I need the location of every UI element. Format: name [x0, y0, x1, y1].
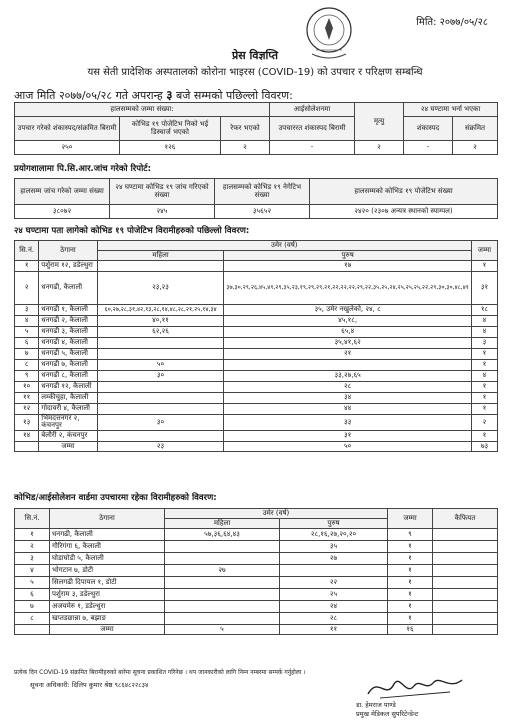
positive-cell-male: ६५,४	[224, 327, 472, 338]
positive-cell-address: धनगढी ३, कैलाली	[39, 327, 97, 338]
header-isolation: आईसोलेशनमा	[270, 103, 355, 117]
positive-cell-male: ३५,४१,६२	[224, 338, 472, 349]
isolation-header-female: महिला	[165, 519, 280, 529]
header-infected: संक्रमित	[453, 117, 498, 141]
isolation-cell-address: सिलगढी दिपायल १, डोटी	[50, 577, 165, 589]
positive-row	[15, 349, 498, 360]
positive-cell-total: १	[471, 382, 497, 393]
positive-header-male: पुरुष	[224, 251, 472, 261]
isolation-row	[15, 613, 498, 625]
positive-row	[15, 430, 498, 441]
positive-cell-female: ३०	[97, 371, 224, 382]
summary-value: २	[453, 141, 498, 155]
positive-cell-sn: १४	[15, 430, 39, 441]
isolation-cell-sn: ५	[15, 577, 50, 589]
positive-total-all: ७३	[471, 441, 497, 451]
isolation-cell-total: ९	[388, 529, 433, 541]
positive-cell-address: धनगढी ५, कैलाली	[39, 349, 97, 360]
positive-header-age: उमेर (वर्ष)	[97, 241, 471, 251]
positive-cell-male	[224, 360, 472, 371]
summary-value: १२६	[120, 141, 221, 155]
isolation-cell-total: १	[388, 589, 433, 601]
positive-cell-address: गोदावरी ४, कैलाली	[39, 404, 97, 415]
signature-icon	[360, 672, 470, 702]
positive-row	[15, 305, 498, 316]
pcr-header-total: हालसम्म जांच गरेको जम्मा संख्या	[15, 179, 110, 205]
pcr-value: २४५	[110, 205, 215, 219]
positive-cell-sn: १	[15, 261, 39, 272]
positive-header-female: महिला	[97, 251, 224, 261]
positive-cell-address: धनगढी ८, कैलाली	[39, 371, 97, 382]
isolation-header-address: ठेगाना	[50, 509, 165, 529]
isolation-header-male: पुरुष	[280, 519, 388, 529]
positive-cell-address: धनगढी १२, कैलाली	[39, 382, 97, 393]
positive-row	[15, 360, 498, 371]
positive-cell-sn: १२	[15, 404, 39, 415]
pcr-header-positive: हालसम्मको कोभिड १९ पोजेटिभ संख्या	[310, 179, 498, 205]
positive-cell-female: ५०	[97, 360, 224, 371]
positive-cell-female	[97, 338, 224, 349]
positive-cell-sn: ९	[15, 371, 39, 382]
isolation-cell-remarks	[433, 589, 498, 601]
positive-cell-male: ३४	[224, 393, 472, 404]
positive-header-sn: सि.नं.	[15, 241, 39, 261]
positive-cell-address: लम्कीचुहा, कैलाली	[39, 393, 97, 404]
isolation-cell-female	[165, 541, 280, 553]
isolation-cell-address: भोगटान ७, डोटी	[50, 565, 165, 577]
isolation-cell-remarks	[433, 577, 498, 589]
status-line-hour: ३	[166, 88, 173, 102]
isolation-cell-female	[165, 613, 280, 625]
header-deaths: मृत्यु	[355, 103, 404, 141]
positive-cell-male: २८	[224, 382, 472, 393]
pcr-value: ३५६५२	[215, 205, 310, 219]
positive-cell-female: ३०	[97, 415, 224, 431]
isolation-cell-remarks	[433, 541, 498, 553]
isolation-cell-male: ३५	[280, 541, 388, 553]
positive-row	[15, 272, 498, 305]
isolation-total-all: १६	[388, 625, 433, 635]
signatory	[356, 700, 418, 718]
pcr-header-24hr: २४ घण्टामा कोभिड १९ जांच गरिएको संख्या	[110, 179, 215, 205]
positive-cell-sn: ४	[15, 316, 39, 327]
isolation-cell-remarks	[433, 613, 498, 625]
isolation-total-label: जम्मा	[50, 625, 165, 635]
isolation-row	[15, 553, 498, 565]
header-suspected: शंकास्पद	[404, 117, 453, 141]
header-covid-discharged: कोभिड १९ पोजेटिभ निको भई डिस्चार्ज भएको	[120, 117, 221, 141]
header-24hr: २४ घण्टामा भर्ना भएका	[404, 103, 498, 117]
isolation-cell-female	[165, 553, 280, 565]
status-line	[14, 86, 293, 103]
positive-cell-male: ३३,२७,६५	[224, 371, 472, 382]
isolation-cell-sn: ६	[15, 589, 50, 601]
positive-row	[15, 371, 498, 382]
isolation-cell-sn: ७	[15, 601, 50, 613]
positive-total-male: ५०	[224, 441, 472, 451]
signatory-title: प्रमुख मेडिकल सुपरिटेन्डेन्ट	[356, 710, 419, 718]
isolation-cell-sn: ८	[15, 613, 50, 625]
status-line-prefix: आज मिति २०७७/०५/२८ गते अपरान्ह	[14, 89, 163, 102]
positive-row	[15, 404, 498, 415]
positive-cell-total: ४	[471, 327, 497, 338]
positive-cell-female	[97, 404, 224, 415]
header-under-treatment: उपचाररत शंकास्पद बिरामी	[270, 117, 355, 141]
positive-cell-sn: ३	[15, 305, 39, 316]
isolation-cell-address: अजयमेरु १, डडेल्धुरा	[50, 601, 165, 613]
positive-cell-address: धनगढी १, कैलाली	[39, 305, 97, 316]
isolation-total-female: ५	[165, 625, 280, 635]
isolation-cell-sn: १	[15, 529, 50, 541]
isolation-cell-total: १	[388, 565, 433, 577]
positive-row	[15, 316, 498, 327]
positive-cell-address: पर्शुराम १२, डडेल्धुरा	[39, 261, 97, 272]
positive-total-female: २३	[97, 441, 224, 451]
isolation-cell-male: २७	[280, 553, 388, 565]
positive-cell-total: ३१	[471, 272, 497, 305]
header-current-total: हालसम्मको जम्मा संख्या:	[15, 103, 270, 117]
isolation-row	[15, 601, 498, 613]
positive-cell-male: २१	[224, 349, 472, 360]
positive-cell-male: ४५,१८,	[224, 316, 472, 327]
positive-cell-male: १७	[224, 261, 472, 272]
header-referred: रेफर भएको	[221, 117, 270, 141]
isolation-cell-total: १	[388, 577, 433, 589]
positive-cell-total: २	[471, 415, 497, 431]
summary-value: २५०	[15, 141, 120, 155]
page-title: प्रेस विज्ञप्ति	[231, 49, 279, 62]
isolation-table	[14, 508, 498, 635]
isolation-cell-address: गौरिगंगा ६, कैलाली	[50, 541, 165, 553]
positive-cell-sn: ६	[15, 338, 39, 349]
isolation-cell-sn: ४	[15, 565, 50, 577]
isolation-row	[15, 529, 498, 541]
positive-cell-total: १	[471, 349, 497, 360]
positive-row	[15, 393, 498, 404]
positive-cell-sn: १३	[15, 415, 39, 431]
positive-cell-female	[97, 382, 224, 393]
summary-value: २	[355, 141, 404, 155]
isolation-header-remarks: कैफियत	[433, 509, 498, 529]
isolation-cell-male	[280, 565, 388, 577]
positive-cell-male: ३५, उमेर नखुलेको, २४, ८	[224, 305, 472, 316]
summary-value: २	[221, 141, 270, 155]
positive-cell-male: ४४	[224, 404, 472, 415]
positive-table	[14, 240, 498, 452]
page-subtitle: यस सेती प्रादेशिक अस्पतालको कोरोना भाइरस (COVID-19) को उपचार र परिक्षण सम्बन्धि	[87, 67, 423, 78]
positive-cell-total: १	[471, 393, 497, 404]
isolation-cell-remarks	[433, 565, 498, 577]
isolation-row	[15, 541, 498, 553]
positive-cell-sn: २	[15, 272, 39, 305]
isolation-header-age: उमेर (वर्ष)	[165, 509, 388, 519]
isolation-cell-address: धनगढी, कैलाली	[50, 529, 165, 541]
isolation-cell-total: १	[388, 601, 433, 613]
positive-cell-sn: ७	[15, 349, 39, 360]
date-label: मिति: २०७७/०५/२८	[416, 17, 488, 28]
positive-cell-total: ४	[471, 371, 497, 382]
isolation-header-sn: सि.नं.	[15, 509, 50, 529]
isolation-total-male: ११	[280, 625, 388, 635]
positive-header-address: ठेगाना	[39, 241, 97, 261]
positive-cell-total: ३	[471, 338, 497, 349]
positive-header-total: जम्मा	[471, 241, 497, 261]
isolation-cell-female	[165, 601, 280, 613]
isolation-cell-total: १	[388, 553, 433, 565]
pcr-heading: प्रयोगशालामा पि.सि.आर.जांच गरेको रिपोर्ट:	[14, 164, 151, 174]
positive-cell-male: ३१	[224, 430, 472, 441]
isolation-cell-sn: २	[15, 541, 50, 553]
positive-cell-female: ६०,२७,२८,३१,४२,१३,२८,१४,४८,२८,२१,२५,१४,३४	[97, 305, 224, 316]
isolation-cell-remarks	[433, 601, 498, 613]
isolation-cell-address: पर्शुराम ३, डडेल्धुरा	[50, 589, 165, 601]
positive-cell-sn: १०	[15, 382, 39, 393]
isolation-cell-female: ५७,३६,६४,४३	[165, 529, 280, 541]
isolation-row	[15, 589, 498, 601]
positive-cell-total: १	[471, 430, 497, 441]
positive-cell-female: ४०,११	[97, 316, 224, 327]
isolation-cell-address: घोडाघोडी ५, कैलाली	[50, 553, 165, 565]
contact-info: सूचना अधिकारी: दिलिप कुमार श्रेष्ठ ९८६४८२२८३४	[30, 681, 149, 689]
summary-table	[14, 102, 498, 155]
isolation-cell-female: २७	[165, 565, 280, 577]
positive-cell-sn: ११	[15, 393, 39, 404]
positive-heading: २४ घण्टामा पता लागेको कोभिड १९ पोजेटिभ विरामीहरुको पछिल्लो विवरण:	[14, 226, 250, 236]
isolation-cell-total: १	[388, 613, 433, 625]
positive-cell-male: ३७,३०,२९,२६,४५,४९,२९,३५,२३,१९,२९,२९,२१,२२,२२,२२,२९,२२,३५,२५,२४,२५,२५,२५,२२,२९,३०,३०,४८,४१	[224, 272, 472, 305]
isolation-cell-male: २२	[280, 577, 388, 589]
positive-row	[15, 415, 498, 431]
positive-cell-female	[97, 430, 224, 441]
pcr-value: ३८०७२	[15, 205, 110, 219]
positive-cell-total: १	[471, 404, 497, 415]
isolation-cell-male: २८,१६,२७,२०,२०	[280, 529, 388, 541]
isolation-row	[15, 565, 498, 577]
positive-cell-male: ३३	[224, 415, 472, 431]
summary-value: -	[270, 141, 355, 155]
isolation-row	[15, 577, 498, 589]
isolation-header-total: जम्मा	[388, 509, 433, 529]
isolation-cell-male: २८	[280, 613, 388, 625]
positive-cell-female	[97, 349, 224, 360]
footnote: प्रत्येक दिन COVID-19 संक्रमित बिरामीहरुको बारेमा सूचना प्रकाशित गरिनेछ । थप जानकारीको लागि निम्न नम्बरमा सम्पर्क गर्नुहोला ।	[14, 669, 306, 676]
isolation-cell-total: १	[388, 541, 433, 553]
positive-cell-address: धनगढी ४, कैलाली	[39, 338, 97, 349]
positive-row	[15, 382, 498, 393]
positive-cell-address: भिमदत्तनगर २, कंचनपुर	[39, 415, 97, 431]
positive-cell-female: २३,२३	[97, 272, 224, 305]
isolation-cell-female	[165, 577, 280, 589]
isolation-cell-address: खप्तडछान्ना ७, बझाङ	[50, 613, 165, 625]
positive-row	[15, 338, 498, 349]
positive-cell-total: १	[471, 360, 497, 371]
isolation-cell-sn: ३	[15, 553, 50, 565]
positive-cell-total: १८	[471, 305, 497, 316]
positive-cell-sn: ५	[15, 327, 39, 338]
positive-cell-female	[97, 261, 224, 272]
status-line-suffix: बजे सम्मको पछिल्लो विवरण:	[175, 89, 293, 102]
isolation-cell-female	[165, 589, 280, 601]
positive-cell-total: ४	[471, 316, 497, 327]
pcr-value: २४२० (२३०७ अन्यत्र स्थानको स्याम्पल)	[310, 205, 498, 219]
isolation-cell-male: २५	[280, 589, 388, 601]
positive-cell-female: ६२,२६	[97, 327, 224, 338]
positive-cell-address: धनगढी ७, कैलाली	[39, 360, 97, 371]
positive-cell-female	[97, 393, 224, 404]
positive-total-label: जम्मा	[39, 441, 97, 451]
isolation-cell-male: २४	[280, 601, 388, 613]
isolation-heading: कोभिड/आईसोलेशन वार्डमा उपचारमा रहेका विरामीहरुको विवरण:	[14, 493, 217, 503]
positive-row	[15, 327, 498, 338]
summary-value: -	[404, 141, 453, 155]
pcr-header-negative: हालसम्मको कोभिड १९ नेगेटिभ संख्या	[215, 179, 310, 205]
positive-cell-address: धनगढी २, कैलाली	[39, 316, 97, 327]
signatory-name: डा. हेमराज पाण्डे	[356, 701, 396, 709]
positive-row	[15, 261, 498, 272]
positive-cell-address: बेलौरी २, कंचनपुर	[39, 430, 97, 441]
positive-cell-total: १	[471, 261, 497, 272]
positive-cell-address: धनगढी, कैलाली	[39, 272, 97, 305]
pcr-table	[14, 178, 498, 219]
isolation-cell-remarks	[433, 553, 498, 565]
header-treated: उपचार गरेको शंकास्पद/संक्रमित बिरामी	[15, 117, 120, 141]
isolation-cell-remarks	[433, 529, 498, 541]
positive-cell-sn: ८	[15, 360, 39, 371]
